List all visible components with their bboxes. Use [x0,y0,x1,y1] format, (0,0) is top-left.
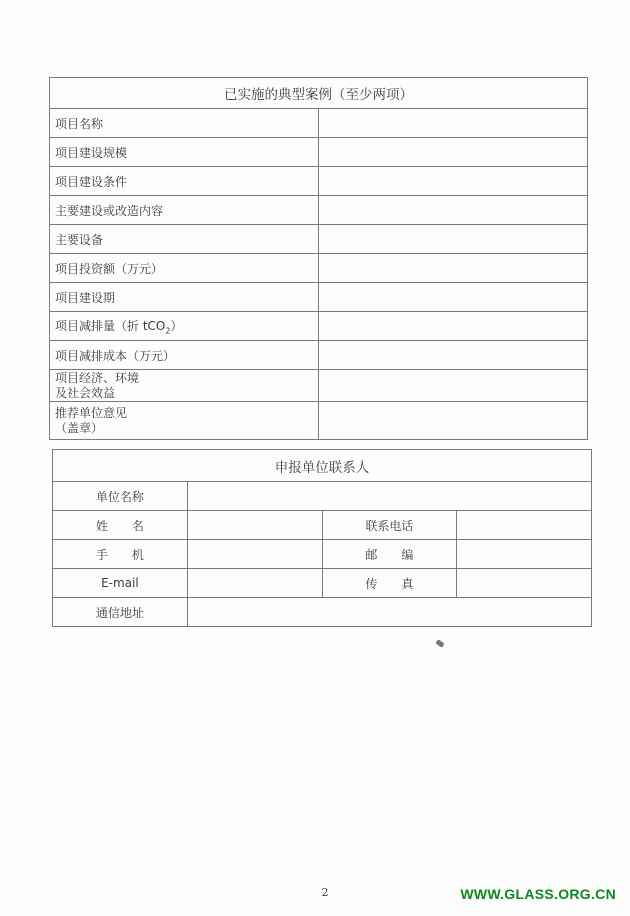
main-content-label: 主要建设或改造内容 [50,196,319,225]
phone-label: 联系电话 [322,511,457,540]
unit-name-field[interactable] [187,482,591,511]
emission-reduction-label [50,312,319,341]
name-label: 姓 名 [53,511,188,540]
project-conditions-field[interactable] [319,167,588,196]
typical-cases-table [49,77,588,440]
benefits-field[interactable] [319,370,588,402]
emission-reduction-label-sub: 2 [165,326,171,336]
postcode-label: 邮 编 [322,540,457,569]
mobile-label: 手 机 [53,540,188,569]
fax-label: 传 真 [322,569,457,598]
recommendation-label-line1: 推荐单位意见 [55,405,128,420]
contact-table [52,449,592,627]
investment-label: 项目投资额（万元） [50,254,319,283]
unit-name-label: 单位名称 [53,482,188,511]
project-name-label: 项目名称 [50,109,319,138]
main-equipment-label: 主要设备 [50,225,319,254]
investment-field[interactable] [319,254,588,283]
address-field[interactable] [187,598,591,627]
benefits-label-line2: 及社会效益 [55,385,116,400]
project-name-field[interactable] [319,109,588,138]
emission-reduction-label-prefix: 项目减排量（折 tCO [55,318,166,333]
recommendation-label [50,402,319,440]
mobile-field[interactable] [187,540,322,569]
recommendation-label-line2: （盖章） [55,420,104,435]
main-content-field[interactable] [319,196,588,225]
contact-table-title: 申报单位联系人 [53,450,592,482]
emission-reduction-label-suffix: ） [170,318,183,333]
recommendation-field[interactable] [319,402,588,440]
construction-period-field[interactable] [319,283,588,312]
benefits-label [50,370,319,402]
benefits-label-line1: 项目经济、环境 [55,370,140,385]
project-scale-field[interactable] [319,138,588,167]
watermark: WWW.GLASS.ORG.CN [460,886,616,902]
construction-period-label: 项目建设期 [50,283,319,312]
project-scale-label: 项目建设规模 [50,138,319,167]
reduction-cost-field[interactable] [319,341,588,370]
cases-table-title: 已实施的典型案例（至少两项） [50,78,588,109]
emission-reduction-field[interactable] [319,312,588,341]
project-conditions-label: 项目建设条件 [50,167,319,196]
address-label: 通信地址 [53,598,188,627]
email-label: E-mail [53,569,188,598]
fax-field[interactable] [457,569,592,598]
main-equipment-field[interactable] [319,225,588,254]
page-number: 2 [321,886,329,899]
phone-field[interactable] [457,511,592,540]
reduction-cost-label: 项目减排成本（万元） [50,341,319,370]
scan-speck [435,639,444,648]
email-field[interactable] [187,569,322,598]
postcode-field[interactable] [457,540,592,569]
name-field[interactable] [187,511,322,540]
